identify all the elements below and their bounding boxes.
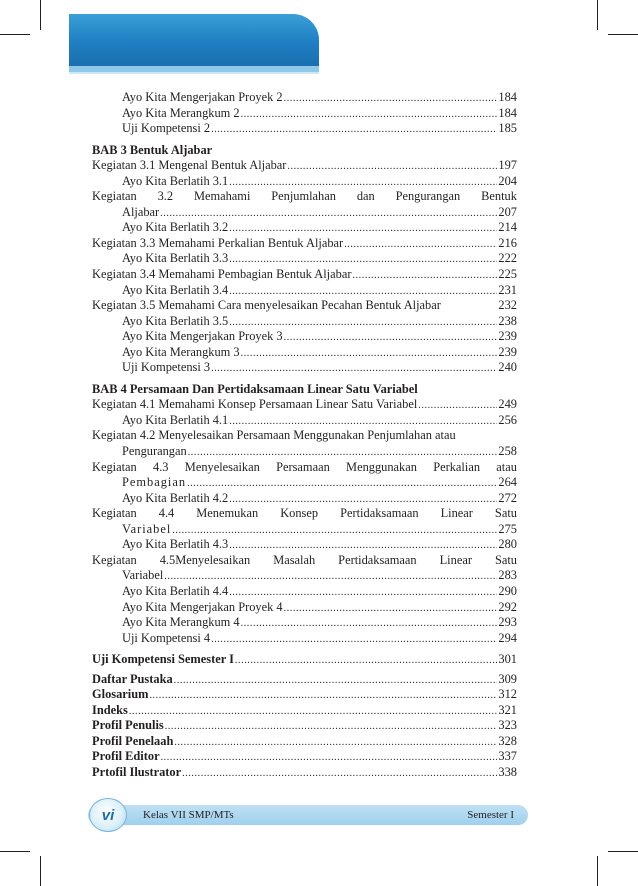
toc-entry[interactable]: Kegiatan 3.5 Memahami Cara menyelesaikan Pecahan Bentuk Aljabar 232 <box>92 298 517 313</box>
toc-entry[interactable]: Ayo Kita Berlatih 3.2 ..... 214 <box>92 220 517 236</box>
crop-mark <box>40 0 41 30</box>
header-banner-shadow <box>69 72 319 74</box>
toc-entry[interactable]: Ayo Kita Berlatih 4.3 ..... 280 <box>92 537 517 553</box>
footer-book-title: Kelas VII SMP/MTs <box>143 809 234 821</box>
toc-entry-line: Kegiatan 4.5Menyelesaikan Masalah Pertidaksamaan Linear Satu <box>92 552 517 567</box>
toc-entry[interactable]: Kegiatan 3.1 Mengenal Bentuk Aljabar ..... 197 <box>92 158 517 174</box>
chapter-heading: BAB 3 Bentuk Aljabar <box>92 142 213 157</box>
toc-entry[interactable]: Ayo Kita Mengerjakan Proyek 2 ..... 184 <box>92 90 517 106</box>
table-of-contents <box>92 90 517 781</box>
toc-entry[interactable]: Pembagian ..... 264 <box>92 475 517 491</box>
toc-entry[interactable]: Glosarium ..... 312 <box>92 687 517 703</box>
toc-entry[interactable]: Ayo Kita Berlatih 4.4 ..... 290 <box>92 584 517 600</box>
toc-entry[interactable]: Ayo Kita Merangkum 4 ..... 293 <box>92 615 517 631</box>
toc-entry[interactable]: Pengurangan ..... 258 <box>92 444 517 460</box>
toc-entry[interactable]: Profil Penelaah ..... 328 <box>92 734 517 750</box>
toc-entry[interactable]: Ayo Kita Berlatih 3.4 ..... 231 <box>92 283 517 299</box>
toc-entry[interactable]: Variabel ..... 283 <box>92 568 517 584</box>
toc-entry[interactable]: Uji Kompetensi 3 ..... 240 <box>92 360 517 376</box>
toc-entry[interactable]: Uji Kompetensi 2 ..... 185 <box>92 121 517 137</box>
crop-mark <box>0 851 30 852</box>
crop-mark <box>40 856 41 886</box>
toc-entry[interactable]: Profil Penulis ..... 323 <box>92 718 517 734</box>
header-banner <box>69 14 319 66</box>
toc-entry[interactable]: Ayo Kita Berlatih 4.1 ..... 256 <box>92 413 517 429</box>
page-number-badge: vi <box>89 798 127 832</box>
leader-dots <box>211 122 497 138</box>
crop-mark <box>0 34 30 35</box>
toc-entry[interactable]: Variabel ..... 275 <box>92 522 517 538</box>
toc-entry[interactable]: Ayo Kita Merangkum 3 ..... 239 <box>92 345 517 361</box>
toc-entry[interactable]: Kegiatan 3.4 Memahami Pembagian Bentuk Aljabar ..... 225 <box>92 267 517 283</box>
toc-entry[interactable]: Kegiatan 3.3 Memahami Perkalian Bentuk Aljabar ..... 216 <box>92 236 517 252</box>
crop-mark <box>597 856 598 886</box>
toc-entry[interactable]: Ayo Kita Berlatih 3.5 ..... 238 <box>92 314 517 330</box>
toc-entry-line: Kegiatan 4.3 Menyelesaikan Persamaan Menggunakan Perkalian atau <box>92 459 517 474</box>
toc-entry[interactable]: Indeks ..... 321 <box>92 703 517 719</box>
chapter-heading: BAB 4 Persamaan Dan Pertidaksamaan Linear Satu Variabel <box>92 381 418 396</box>
toc-entry[interactable]: Uji Kompetensi Semester I ..... 301 <box>92 652 517 668</box>
toc-entry[interactable]: Prtofil Ilustrator ..... 338 <box>92 765 517 781</box>
toc-entry[interactable]: Ayo Kita Mengerjakan Proyek 4 ..... 292 <box>92 600 517 616</box>
toc-entry[interactable]: Uji Kompetensi 4 ..... 294 <box>92 631 517 647</box>
toc-entry-line: Kegiatan 3.2 Memahami Penjumlahan dan Pengurangan Bentuk <box>92 189 517 204</box>
toc-entry-line: Kegiatan 4.2 Menyelesaikan Persamaan Menggunakan Penjumlahan atau <box>92 428 456 443</box>
toc-entry-line: Kegiatan 4.4 Menemukan Konsep Pertidaksamaan Linear Satu <box>92 506 517 521</box>
crop-mark <box>597 0 598 30</box>
toc-entry[interactable]: Profil Editor ..... 337 <box>92 749 517 765</box>
crop-mark <box>608 34 638 35</box>
toc-entry[interactable]: Daftar Pustaka ..... 309 <box>92 672 517 688</box>
leader-dots <box>241 107 498 123</box>
toc-entry[interactable]: Ayo Kita Berlatih 4.2 ..... 272 <box>92 491 517 507</box>
crop-mark <box>608 851 638 852</box>
toc-entry[interactable]: Ayo Kita Berlatih 3.3 ..... 222 <box>92 251 517 267</box>
footer-semester: Semester I <box>467 809 514 821</box>
toc-entry[interactable]: Ayo Kita Merangkum 2 ..... 184 <box>92 106 517 122</box>
leader-dots <box>284 91 498 107</box>
toc-entry[interactable]: Ayo Kita Mengerjakan Proyek 3 ..... 239 <box>92 329 517 345</box>
toc-entry[interactable]: Aljabar ..... 207 <box>92 205 517 221</box>
toc-entry[interactable]: Kegiatan 4.1 Memahami Konsep Persamaan Linear Satu Variabel ..... 249 <box>92 397 517 413</box>
toc-entry[interactable]: Ayo Kita Berlatih 3.1 ..... 204 <box>92 174 517 190</box>
